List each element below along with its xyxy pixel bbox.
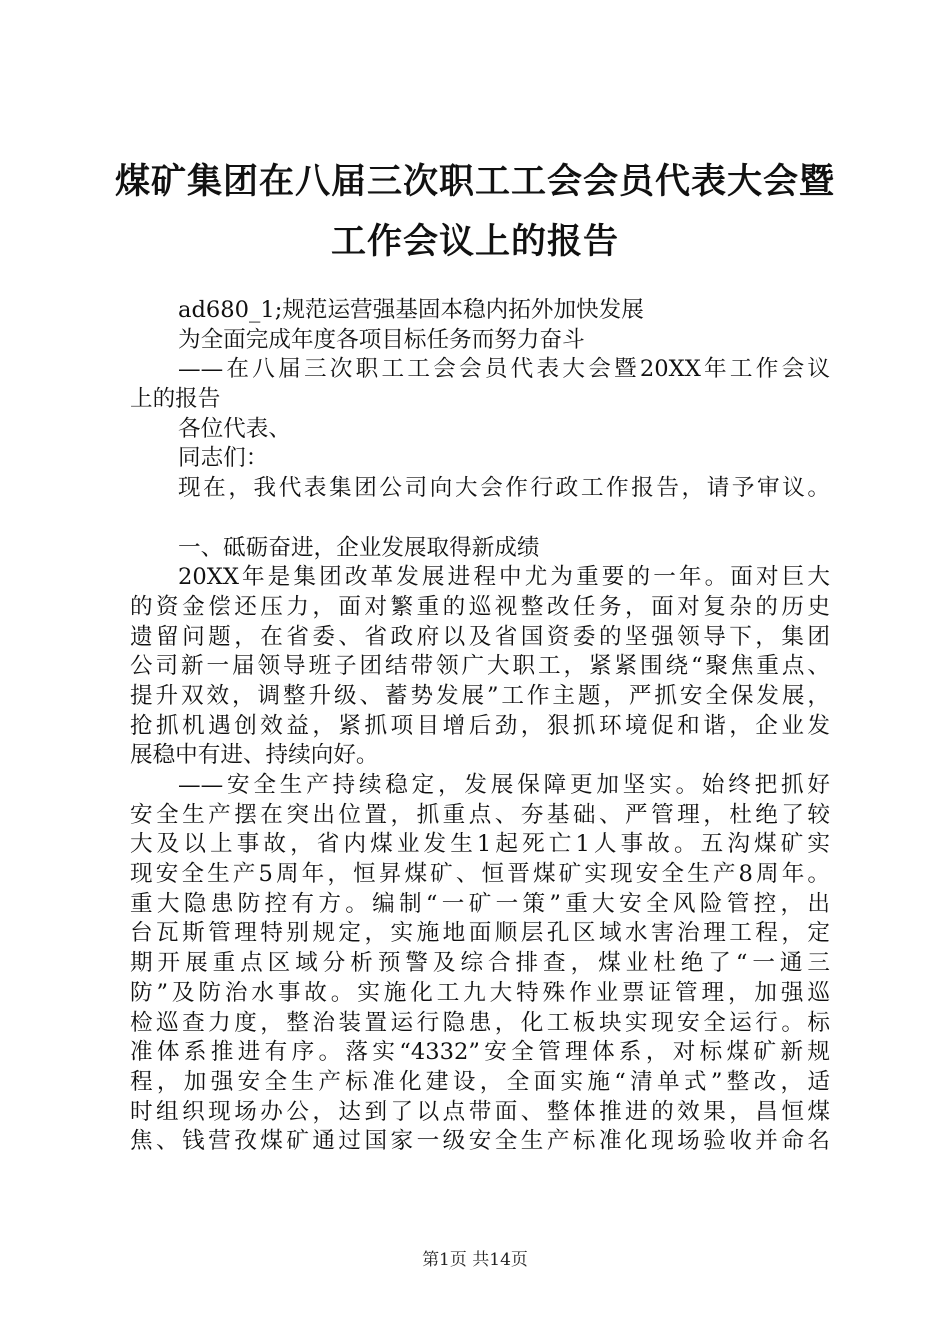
body-line: 安全生产摆在突出位置，抓重点、夯基础、严管理，杜绝了较: [130, 801, 830, 828]
body-line: 期开展重点区域分析预警及综合排查，煤业杜绝了“一通三: [130, 950, 830, 977]
body-line: 20XX年是集团改革发展进程中尤为重要的一年。面对巨大: [178, 564, 830, 591]
body-line: 防”及防治水事故。实施化工九大特殊作业票证管理，加强巡: [130, 979, 830, 1006]
body-line: 为全面完成年度各项目标任务而努力奋斗: [178, 326, 585, 353]
body-line: 抢抓机遇创效益，紧抓项目增后劲，狠抓环境促和谐，企业发: [130, 712, 830, 739]
body-line: 的资金偿还压力，面对繁重的巡视整改任务，面对复杂的历史: [130, 593, 830, 620]
document-body: [130, 296, 830, 1157]
body-line: 展稳中有进、持续向好。: [130, 742, 379, 769]
body-line: 现在，我代表集团公司向大会作行政工作报告，请予审议。: [178, 475, 830, 502]
body-line: 台瓦斯管理特别规定，实施地面顺层孔区域水害治理工程，定: [130, 920, 830, 947]
body-line: 一、砥砺奋进，企业发展取得新成绩: [178, 534, 540, 561]
body-line: ad680_1;规范运营强基固本稳内拓外加快发展: [178, 297, 644, 323]
document-title-line2: 工作会议上的报告: [330, 222, 619, 262]
page-footer: 第1页 共14页: [422, 1250, 528, 1270]
body-line: 重大隐患防控有方。编制“一矿一策”重大安全风险管控，出: [130, 890, 830, 917]
body-line: 程，加强安全生产标准化建设，全面实施“清单式”整改，适: [130, 1068, 830, 1095]
body-line: 时组织现场办公，达到了以点带面、整体推进的效果，昌恒煤: [130, 1098, 830, 1125]
body-line: 检巡查力度，整治装置运行隐患，化工板块实现安全运行。标: [130, 1009, 830, 1036]
body-line: 提升双效，调整升级、蓄势发展”工作主题，严抓安全保发展，: [130, 682, 830, 709]
body-line: ——在八届三次职工工会会员代表大会暨20XX年工作会议: [178, 356, 830, 383]
body-line: 大及以上事故，省内煤业发生1起死亡1人事故。五沟煤矿实: [130, 831, 830, 858]
document-title-line1: 煤矿集团在八届三次职工工会会员代表大会暨: [114, 162, 835, 202]
body-line: 公司新一届领导班子团结带领广大职工，紧紧围绕“聚焦重点、: [130, 653, 830, 680]
body-line: 同志们：: [178, 445, 269, 472]
blank-line: [130, 504, 830, 534]
body-line: 各位代表、: [178, 415, 291, 442]
body-line: 准体系推进有序。落实“4332”安全管理体系，对标煤矿新规: [130, 1039, 830, 1066]
body-line: 遗留问题，在省委、省政府以及省国资委的坚强领导下，集团: [130, 623, 830, 650]
body-line: 焦、钱营孜煤矿通过国家一级安全生产标准化现场验收并命名: [130, 1128, 830, 1155]
body-line: ——安全生产持续稳定，发展保障更加坚实。始终把抓好: [178, 772, 830, 798]
body-line: 上的报告: [130, 386, 221, 413]
body-line: 现安全生产5周年，恒昇煤矿、恒晋煤矿实现安全生产8周年。: [130, 861, 830, 888]
